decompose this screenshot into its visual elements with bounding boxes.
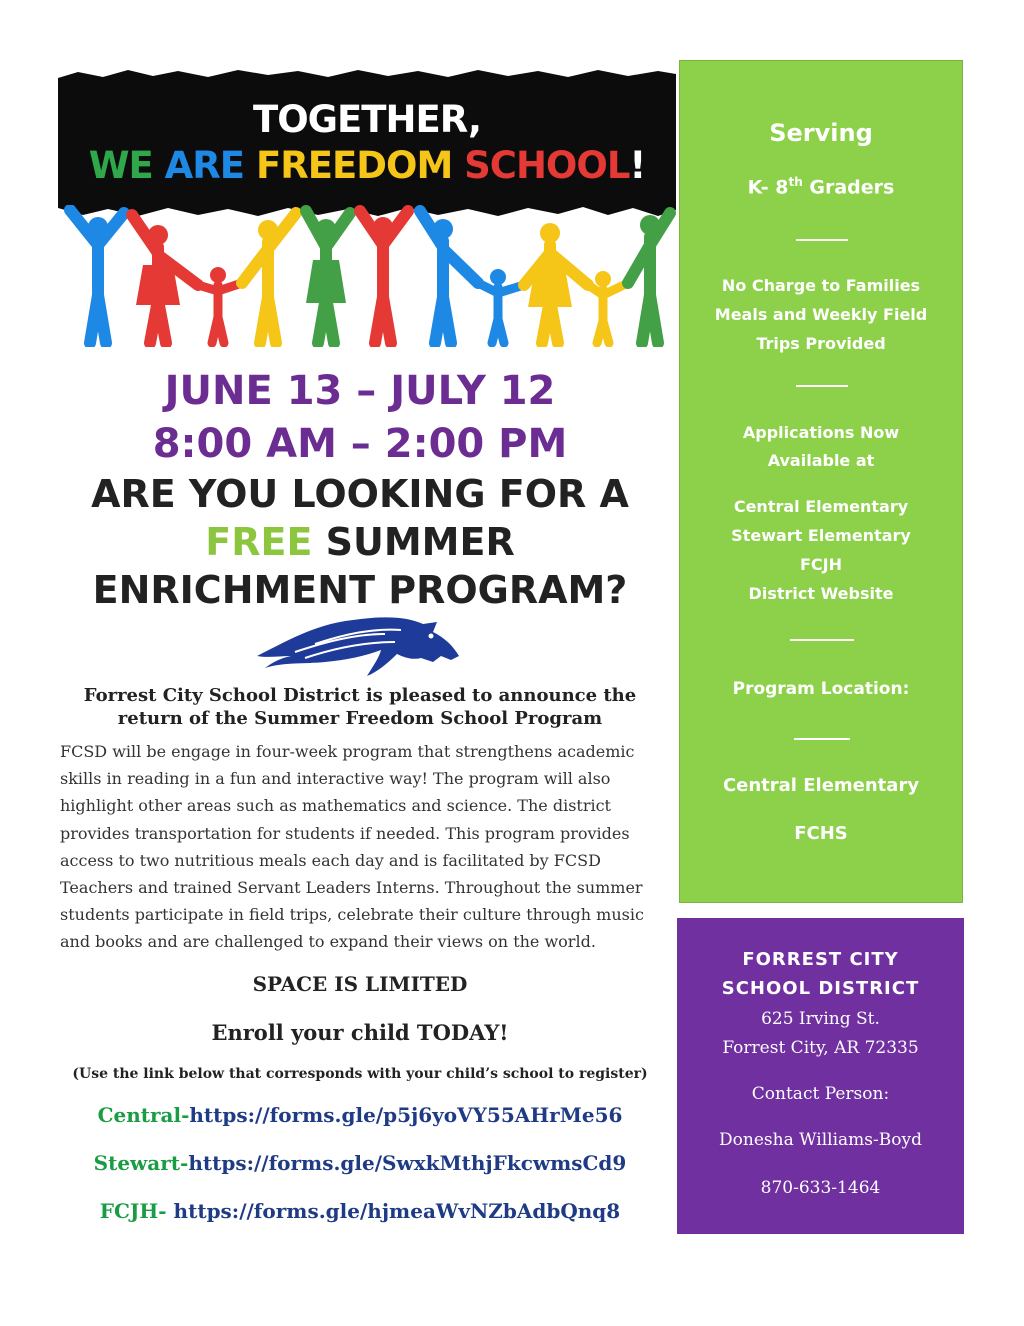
link-url[interactable]: https://forms.gle/SwxkMthjFkcwmsCd9 [188, 1151, 627, 1175]
space-limited-notice: SPACE IS LIMITED [252, 972, 468, 996]
location-item: Central Elementary [733, 497, 909, 516]
person-figure [198, 267, 242, 343]
question-line3: ENRICHMENT PROGRAM? [92, 568, 628, 612]
person-figure [70, 210, 124, 343]
banner-word-school: SCHOOL [464, 144, 630, 187]
description-line: and books and are challenged to expand their views on the world. [60, 932, 596, 952]
person-figure [306, 211, 350, 343]
announcement-line2: return of the Summer Freedom School Program [117, 708, 603, 729]
announcement-line1: Forrest City School District is pleased to announce the [83, 685, 637, 706]
grades-sup: th [788, 175, 803, 189]
description-line: FCSD will be engage in four-week program that strengthens academic [60, 742, 635, 761]
program-hours: 8:00 AM – 2:00 PM [152, 421, 568, 467]
banner [58, 68, 676, 218]
registration-link-central[interactable] [40, 1103, 680, 1127]
link-label: FCJH- [99, 1199, 174, 1223]
address-line2: Forrest City, AR 72335 [722, 1038, 919, 1058]
link-instruction: (Use the link below that corresponds with your child’s school to register) [72, 1066, 648, 1082]
banner-word-are: ARE [164, 144, 256, 187]
banner-word-we: WE [88, 144, 165, 187]
description-line: students participate in field trips, celebrate their culture through music [60, 905, 644, 925]
serving-heading: Serving [769, 119, 873, 147]
description-line: access to two nutritious meals each day and is facilitated by FCSD [60, 850, 601, 870]
divider [790, 639, 854, 641]
link-label: Stewart- [93, 1151, 189, 1175]
applications-note [680, 419, 962, 475]
person-figure [588, 271, 628, 343]
contact-name: Donesha Williams-Boyd [719, 1130, 922, 1150]
description-line: highlight other areas such as mathematics and science. The district [60, 796, 611, 816]
person-figure [132, 215, 198, 343]
description-line: provides transportation for students if needed. This program provides [60, 823, 630, 843]
divider [794, 738, 850, 740]
person-figure [628, 213, 670, 343]
divider [796, 239, 848, 241]
person-figure [478, 269, 524, 343]
banner-title-line2 [58, 144, 676, 187]
grades-prefix: K- 8 [747, 176, 789, 199]
registration-link-stewart[interactable] [40, 1151, 680, 1175]
program-location-2: FCHS [794, 823, 848, 844]
person-figure [524, 223, 588, 343]
location-item: Stewart Elementary [731, 526, 911, 545]
applications-line: Applications Now [742, 423, 900, 442]
registration-link-fcjh[interactable] [40, 1199, 680, 1223]
person-figure [242, 213, 296, 343]
applications-line: Available at [767, 451, 875, 470]
question-line2-rest: SUMMER [312, 520, 515, 564]
question-line2 [40, 520, 680, 564]
program-location-label: Program Location: [732, 679, 910, 699]
banner-exclamation: ! [629, 144, 646, 187]
enroll-callout: Enroll your child TODAY! [211, 1020, 509, 1045]
location-item: District Website [748, 584, 894, 603]
district-contact-panel [677, 918, 964, 1234]
announcement [60, 684, 660, 730]
benefits-list [680, 271, 962, 358]
description-line: Teachers and trained Servant Leaders Interns. Throughout the summer [60, 878, 643, 898]
location-item: FCJH [799, 555, 842, 574]
contact-phone[interactable]: 870-633-1464 [760, 1178, 881, 1198]
grades-suffix: Graders [802, 176, 895, 199]
link-label: Central- [97, 1103, 190, 1127]
benefit-line: Meals and Weekly Field [714, 305, 928, 324]
person-figure [360, 211, 408, 343]
grades-served [680, 175, 962, 198]
banner-word-freedom: FREEDOM [255, 144, 465, 187]
district-name-line2: SCHOOL DISTRICT [721, 978, 920, 999]
divider [796, 385, 848, 387]
description-line: skills in reading in a fun and interactive way! The program will also [60, 769, 611, 789]
address-line1: 625 Irving St. [761, 1009, 880, 1029]
benefit-line: Trips Provided [756, 334, 886, 353]
question-line1: ARE YOU LOOKING FOR A [91, 472, 629, 516]
link-url[interactable]: https://forms.gle/hjmeaWvNZbAdbQnq8 [173, 1199, 621, 1223]
contact-label: Contact Person: [751, 1084, 890, 1104]
program-description [60, 738, 660, 956]
people-holding-hands-illustration [58, 205, 678, 347]
person-figure [420, 211, 478, 343]
mustang-logo-icon [255, 612, 461, 682]
link-url[interactable]: https://forms.gle/p5j6yoVY55AHrMe56 [189, 1103, 623, 1127]
free-highlight: FREE [205, 520, 313, 564]
district-name-line1: FORREST CITY [742, 949, 899, 970]
program-dates: JUNE 13 – JULY 12 [164, 368, 556, 414]
program-location-1: Central Elementary [722, 775, 920, 796]
program-info-panel [679, 60, 963, 903]
banner-title-line1: TOGETHER, [252, 98, 482, 141]
torn-paper-background [58, 68, 676, 218]
benefit-line: No Charge to Families [721, 276, 921, 295]
application-locations [680, 492, 962, 608]
